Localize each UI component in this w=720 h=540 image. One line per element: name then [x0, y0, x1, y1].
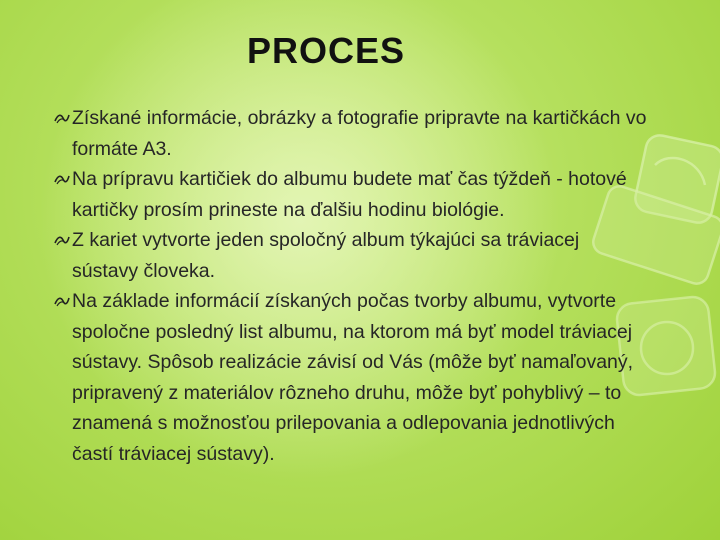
wavy-bullet-icon	[54, 295, 70, 307]
slide-title: PROCES	[246, 30, 406, 71]
list-item	[50, 103, 650, 164]
list-item	[50, 286, 650, 469]
wavy-bullet-icon	[54, 234, 70, 246]
bullet-text: Z kariet vytvorte jeden spoločný album týkajúci sa tráviacej sústavy človeka.	[72, 229, 580, 282]
bullet-text: Na základe informácií získaných počas tvorby albumu, vytvorte spoločne posledný list albumu, na ktorom má byť model tráviacej sústavy. Spôsob realizácie závisí od Vás (môže byť namaľovaný, pripravený z materiálov rôzneho druhu, môže byť pohyblivý – to znamená s možnosťou prilepovania a odlepovania jednotlivých častí tráviacej sústavy).	[72, 290, 634, 465]
wavy-bullet-icon	[54, 112, 70, 124]
bullet-text: Získané informácie, obrázky a fotografie pripravte na kartičkách vo formáte A3.	[72, 107, 647, 160]
wavy-bullet-icon	[54, 173, 70, 185]
bullet-text: Na prípravu kartičiek do albumu budete mať čas týždeň - hotové kartičky prosím prineste na ďalšiu hodinu biológie.	[72, 168, 627, 221]
bullet-list	[50, 103, 650, 469]
list-item	[50, 225, 650, 286]
list-item	[50, 164, 650, 225]
